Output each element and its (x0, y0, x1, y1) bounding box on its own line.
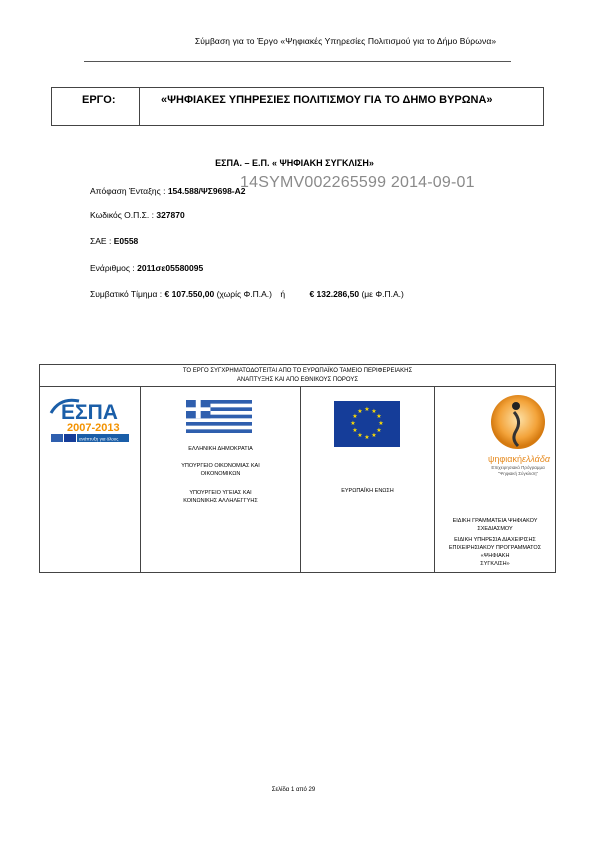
ops-line (90, 210, 185, 220)
sae-label: ΣΑΕ : (90, 236, 112, 246)
logo-word1: ψηφιακή (488, 454, 522, 464)
price-no-vat: € 107.550,00 (164, 289, 215, 299)
greek-flag (186, 400, 252, 433)
price-line (90, 289, 404, 299)
enarithmos-label: Ενάριθμος : (90, 263, 135, 273)
ministry-finance-line1: ΥΠΟΥΡΓΕΙΟ ΟΙΚΟΝΟΜΙΑΣ ΚΑΙ (181, 463, 260, 469)
svg-text:★: ★ (357, 432, 363, 439)
running-header (0, 36, 595, 46)
price-label: Συμβατικό Τίμημα : (90, 289, 163, 299)
greece-column (141, 387, 301, 572)
project-label: ΕΡΓΟ: (52, 88, 140, 125)
sae-value: Ε0558 (113, 236, 139, 246)
svg-text:★: ★ (378, 420, 384, 427)
managing-authority (435, 536, 555, 568)
svg-text:★: ★ (371, 408, 377, 415)
program-title (0, 158, 595, 168)
running-title: Σύμβαση για το Έργο «Ψηφιακές Υπηρεσίες Πολιτισμού για το Δήμο Βύρωνα» (194, 36, 497, 46)
svg-text:★: ★ (357, 408, 363, 415)
price-or: ή (280, 289, 286, 299)
eu-flag-mini (64, 434, 76, 442)
decision-label: Απόφαση Ένταξης : (90, 186, 166, 196)
espa-tagline: ανάπτυξη για όλους (79, 436, 119, 442)
secretariat-label: ΕΙΔΙΚΗ ΓΡΑΜΜΑΤΕΙΑ ΨΗΦΙΑΚΟΥ ΣΧΕΔΙΑΣΜΟΥ (452, 518, 538, 532)
decision-line (90, 186, 246, 196)
greek-republic: ΕΛΛΗΝΙΚΗ ΔΗΜΟΚΡΑΤΙΑ (188, 446, 253, 452)
enarithmos-value: 2011σε05580095 (137, 263, 204, 273)
ops-label: Κωδικός Ο.Π.Σ. : (90, 210, 154, 220)
svg-text:★: ★ (364, 406, 370, 413)
price-with-vat: € 132.286,50 (309, 289, 360, 299)
logo-sub1: Επιχειρησιακό Πρόγραμμα (491, 465, 545, 470)
funding-header (40, 365, 555, 387)
managing-authority-line1: ΕΙΔΙΚΗ ΥΠΗΡΕΣΙΑ ΔΙΑΧΕΙΡΙΣΗΣ (454, 537, 536, 543)
svg-text:★: ★ (376, 427, 382, 434)
header-rule (84, 61, 511, 62)
ministry-finance-line2: ΟΙΚΟΝΟΜΙΚΩΝ (200, 471, 241, 477)
enarithmos-line (90, 263, 203, 273)
logo-word2: ελλάδα (522, 454, 550, 464)
eu-label: ΕΥΡΩΠΑΪΚΗ ΕΝΩΣΗ (341, 488, 394, 494)
logo-sub2: "Ψηφιακή Σύγκλιση" (497, 471, 539, 476)
ministry-finance (141, 462, 300, 478)
espa-column (40, 387, 141, 572)
espa-years: 2007-2013 (67, 422, 120, 434)
page-number: Σελίδα 1 από 29 (271, 787, 316, 793)
project-title: «ΨΗΦΙΑΚΕΣ ΥΠΗΡΕΣΙΕΣ ΠΟΛΙΤΙΣΜΟΥ ΓΙΑ ΤΟ ΔΗΜΟ ΒΥΡΩΝΑ» (161, 94, 493, 106)
eu-flag (334, 401, 400, 447)
svg-text:★: ★ (364, 434, 370, 441)
program-title-text: ΕΣΠΑ. – Ε.Π. « ΨΗΦΙΑΚΗ ΣΥΓΚΛΙΣΗ» (215, 158, 374, 168)
diavgeia-stamp: 14SYMV002265599 2014-09-01 (240, 174, 475, 191)
ministry-health-line1: ΥΠΟΥΡΓΕΙΟ ΥΓΕΙΑΣ ΚΑΙ (189, 490, 252, 496)
espa-logo (45, 393, 135, 445)
managing-authority-line2: ΕΠΙΧΕΙΡΗΣΙΑΚΟΥ ΠΡΟΓΡΑΜΜΑΤΟΣ «ΨΗΦΙΑΚΗ (448, 545, 542, 559)
digital-greece-column (435, 387, 555, 572)
eu-column (301, 387, 435, 572)
price-no-vat-note: (χωρίς Φ.Π.Α.) (216, 289, 272, 299)
espa-word: ΕΣΠΑ (61, 401, 118, 424)
logo-head (512, 402, 520, 410)
ministry-health-line2: ΚΟΙΝΩΝΙΚΗΣ ΑΛΛΗΛΕΓΓΥΗΣ (183, 498, 258, 504)
managing-authority-line3: ΣΥΓΚΛΙΣΗ» (480, 561, 510, 567)
price-with-vat-note: (με Φ.Π.Α.) (361, 289, 404, 299)
sae-line (90, 236, 138, 246)
ministry-health (141, 489, 300, 505)
svg-text:★: ★ (350, 420, 356, 427)
greek-flag-mini (51, 434, 63, 442)
svg-text:★: ★ (371, 432, 377, 439)
svg-text:★: ★ (376, 413, 382, 420)
funding-header-line2: ΑΝΑΠΤΥΞΗΣ ΚΑΙ ΑΠΟ ΕΘΝΙΚΟΥΣ ΠΟΡΟΥΣ (236, 377, 359, 383)
digital-greece-logo (478, 391, 558, 477)
svg-text:★: ★ (352, 427, 358, 434)
funding-header-line1: ΤΟ ΕΡΓΟ ΣΥΓΧΡΗΜΑΤΟΔΟΤΕΙΤΑΙ ΑΠΟ ΤΟ ΕΥΡΩΠΑΪΚΟ ΤΑΜΕΙΟ ΠΕΡΙΦΕΡΕΙΑΚΗΣ (182, 368, 413, 374)
svg-text:★: ★ (352, 413, 358, 420)
project-box (51, 87, 544, 126)
page-footer (0, 787, 595, 793)
funding-logos-row (40, 387, 555, 572)
funding-table (39, 364, 556, 573)
ops-value: 327870 (156, 210, 185, 220)
decision-value: 154.588/ΨΣ9698-Α2 (167, 186, 246, 196)
